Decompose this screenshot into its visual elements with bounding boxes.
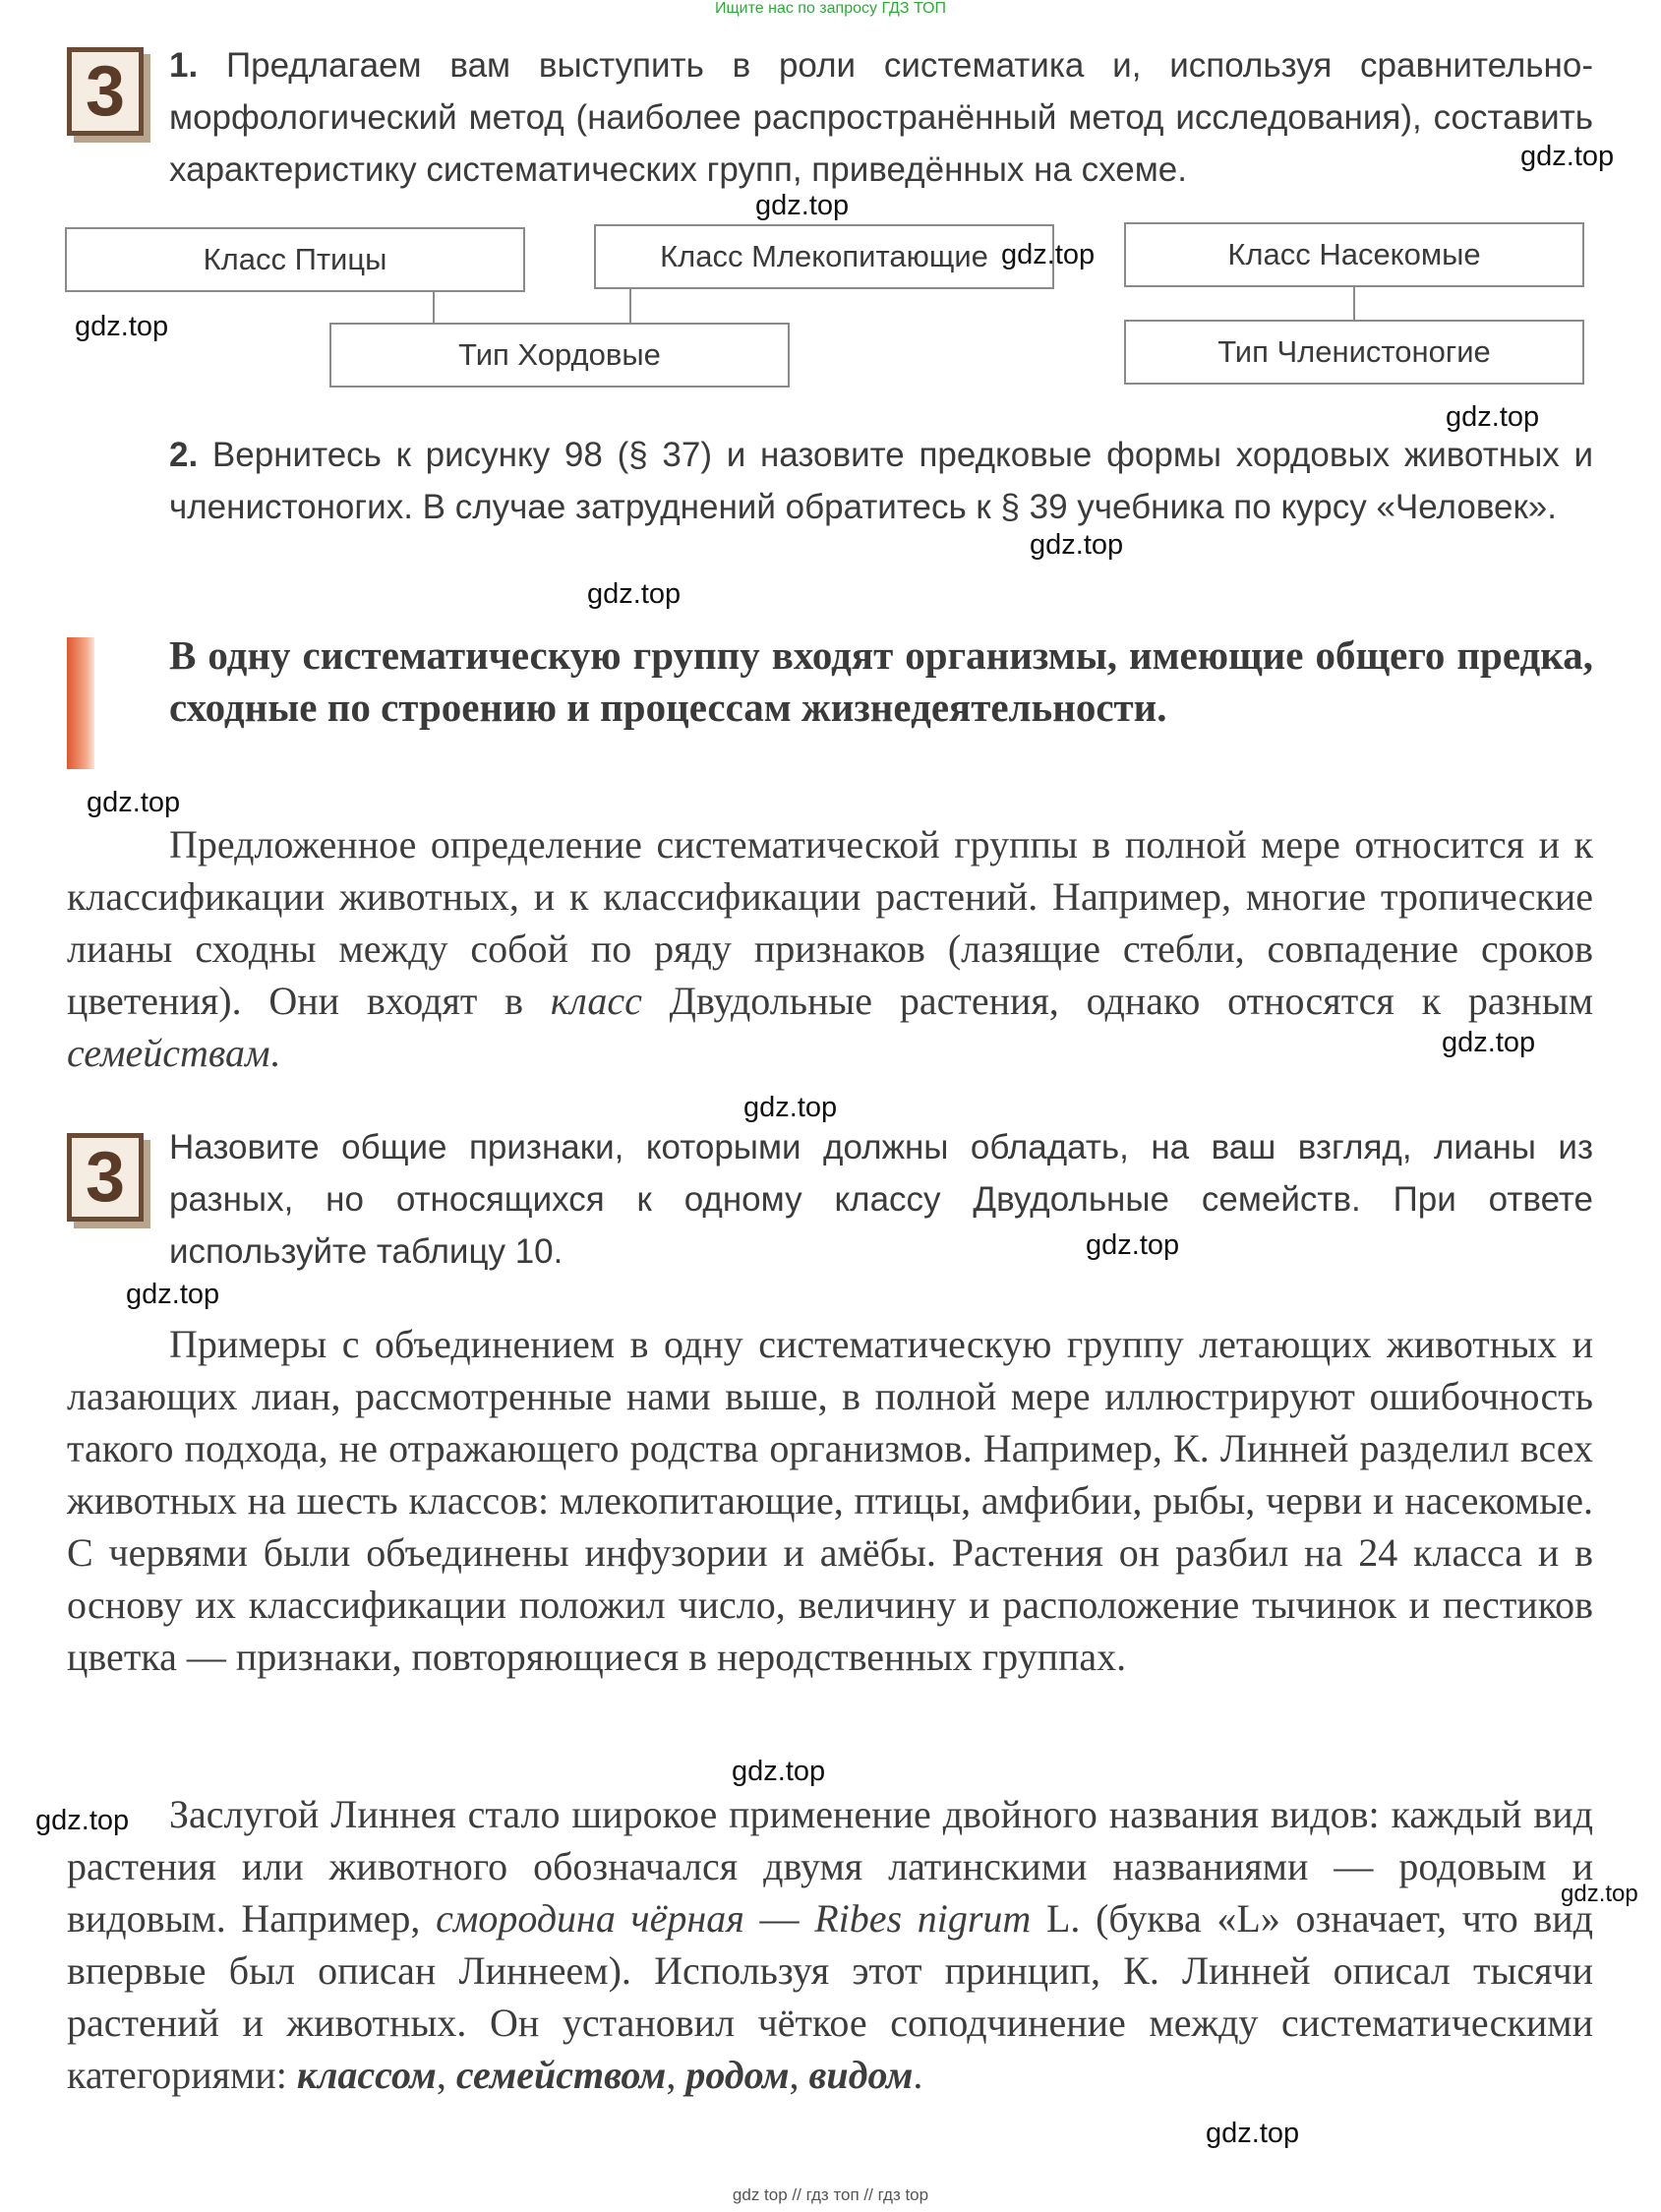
- comma: ,: [436, 2053, 446, 2097]
- task-1-text: Предлагаем вам выступить в роли систематика и, используя сравнительно-морфологический метод (наиболее распространённый метод исследования), составить характеристику систематических групп, приведённых на схеме.: [169, 46, 1593, 189]
- top-banner: Ищите нас по запросу ГДЗ ТОП: [715, 0, 946, 17]
- diagram-connector: [1353, 287, 1355, 320]
- comma: ,: [666, 2053, 677, 2097]
- watermark: gdz.top: [587, 578, 682, 610]
- watermark: gdz.top: [1001, 239, 1096, 270]
- watermark: gdz.top: [755, 190, 850, 221]
- footer-watermark: gdz top // гдз топ // гдз top: [732, 2185, 929, 2204]
- paragraph-1-end: .: [269, 1031, 280, 1075]
- watermark: gdz.top: [1086, 1229, 1180, 1261]
- species-name-latin: Ribes nigrum: [814, 1896, 1032, 1941]
- task-badge-icon: 3: [67, 47, 144, 136]
- paragraph-2: Примеры с объединением в одну систематическую группу летающих животных и лазающих лиан, рассмотренные нами выше, в полной мере иллюстрируют ошибочность такого подхода, не отражающего родства организмов. Например, К. Линней разделил всех животных на шесть классов: млекопитающие, птицы, амфибии, рыбы, черви и насекомые. С червями были объединены инфузории и амёбы. Растения он разбил на 24 класса и в основу их классификации положил число, величину и расположение тычинок и пестиков цветка — признаки, повторяющиеся в неродственных группах.: [67, 1322, 1593, 1679]
- paragraph-1-text: Предложенное определение систематической группы в полной мере относится и к классификации животных, и к классификации растений. Например, многие тропические лианы сходны между собой по ряду признаков (лазящие стебли, совпадение сроков цветения). Они входят в: [67, 822, 1593, 1023]
- paragraph-3: [67, 1788, 1593, 2101]
- watermark: gdz.top: [1030, 529, 1124, 561]
- watermark: gdz.top: [1561, 1881, 1638, 1907]
- diagram-box-arthropods: Тип Членистоногие: [1124, 320, 1584, 385]
- watermark: gdz.top: [35, 1805, 130, 1836]
- task-3: Назовите общие признаки, которыми должны обладать, на ваш взгляд, лианы из разных, но относящихся к одному классу Двудольные семейств. При ответе используйте таблицу 10.: [169, 1128, 1593, 1271]
- paragraph-1: [67, 818, 1593, 1079]
- diagram-box-insects: Класс Насекомые: [1124, 222, 1584, 287]
- task-badge-icon: 3: [67, 1133, 144, 1222]
- definition-marker: [67, 637, 94, 769]
- watermark: gdz.top: [126, 1279, 220, 1310]
- category-species: видом: [808, 2053, 914, 2097]
- paragraph-3-middle: L. (буква «L» означает, что вид впервые был описан Линнеем). Используя этот принцип, К. Линней описал тысячи растений и животных. Он установил чёткое соподчинение между систематическими категориями:: [67, 1896, 1594, 2097]
- species-name-ru: смородина чёрная: [436, 1896, 744, 1941]
- paragraph-3-dash: —: [759, 1896, 800, 1941]
- task-1: [169, 39, 1593, 196]
- diagram-connector: [629, 289, 631, 323]
- watermark: gdz.top: [1442, 1027, 1536, 1058]
- category-family: семейством: [455, 2053, 667, 2097]
- task-1-number: 1.: [169, 46, 199, 85]
- watermark: gdz.top: [743, 1092, 838, 1123]
- task-2-number: 2.: [169, 436, 199, 474]
- diagram-box-mammals: Класс Млекопитающие: [594, 224, 1054, 289]
- paragraph-1-italic-families: семействам: [67, 1031, 270, 1075]
- task-2-text: Вернитесь к рисунку 98 (§ 37) и назовите предковые формы хордовых животных и членистоногих. В случае затруднений обратитесь к § 39 учебника по курсу «Человек».: [169, 436, 1593, 526]
- watermark: gdz.top: [75, 311, 169, 342]
- watermark: gdz.top: [732, 1756, 826, 1787]
- watermark: gdz.top: [1446, 401, 1540, 433]
- watermark: gdz.top: [1520, 141, 1615, 172]
- comma: ,: [789, 2053, 800, 2097]
- diagram-box-chordates: Тип Хордовые: [329, 323, 790, 388]
- category-class: классом: [296, 2053, 437, 2097]
- task-2: [169, 429, 1593, 533]
- definition: В одну систематическую группу входят организмы, имеющие общего предка, сходные по строению и процессам жизнедеятельности.: [169, 632, 1593, 730]
- category-genus: родом: [685, 2053, 790, 2097]
- watermark: gdz.top: [1206, 2118, 1300, 2149]
- diagram-box-birds: Класс Птицы: [65, 227, 525, 292]
- paragraph-3-start: Заслугой Линнея стало широкое применение двойного названия видов: каждый вид растения или животного обозначался двумя латинскими названиями — родовым и видовым. Например,: [67, 1792, 1593, 1941]
- diagram-connector: [433, 292, 435, 323]
- period: .: [913, 2053, 923, 2097]
- paragraph-1-italic-class: класс: [550, 979, 642, 1023]
- paragraph-1-middle: Двудольные растения, однако относятся к разным: [669, 979, 1594, 1023]
- watermark: gdz.top: [87, 787, 181, 818]
